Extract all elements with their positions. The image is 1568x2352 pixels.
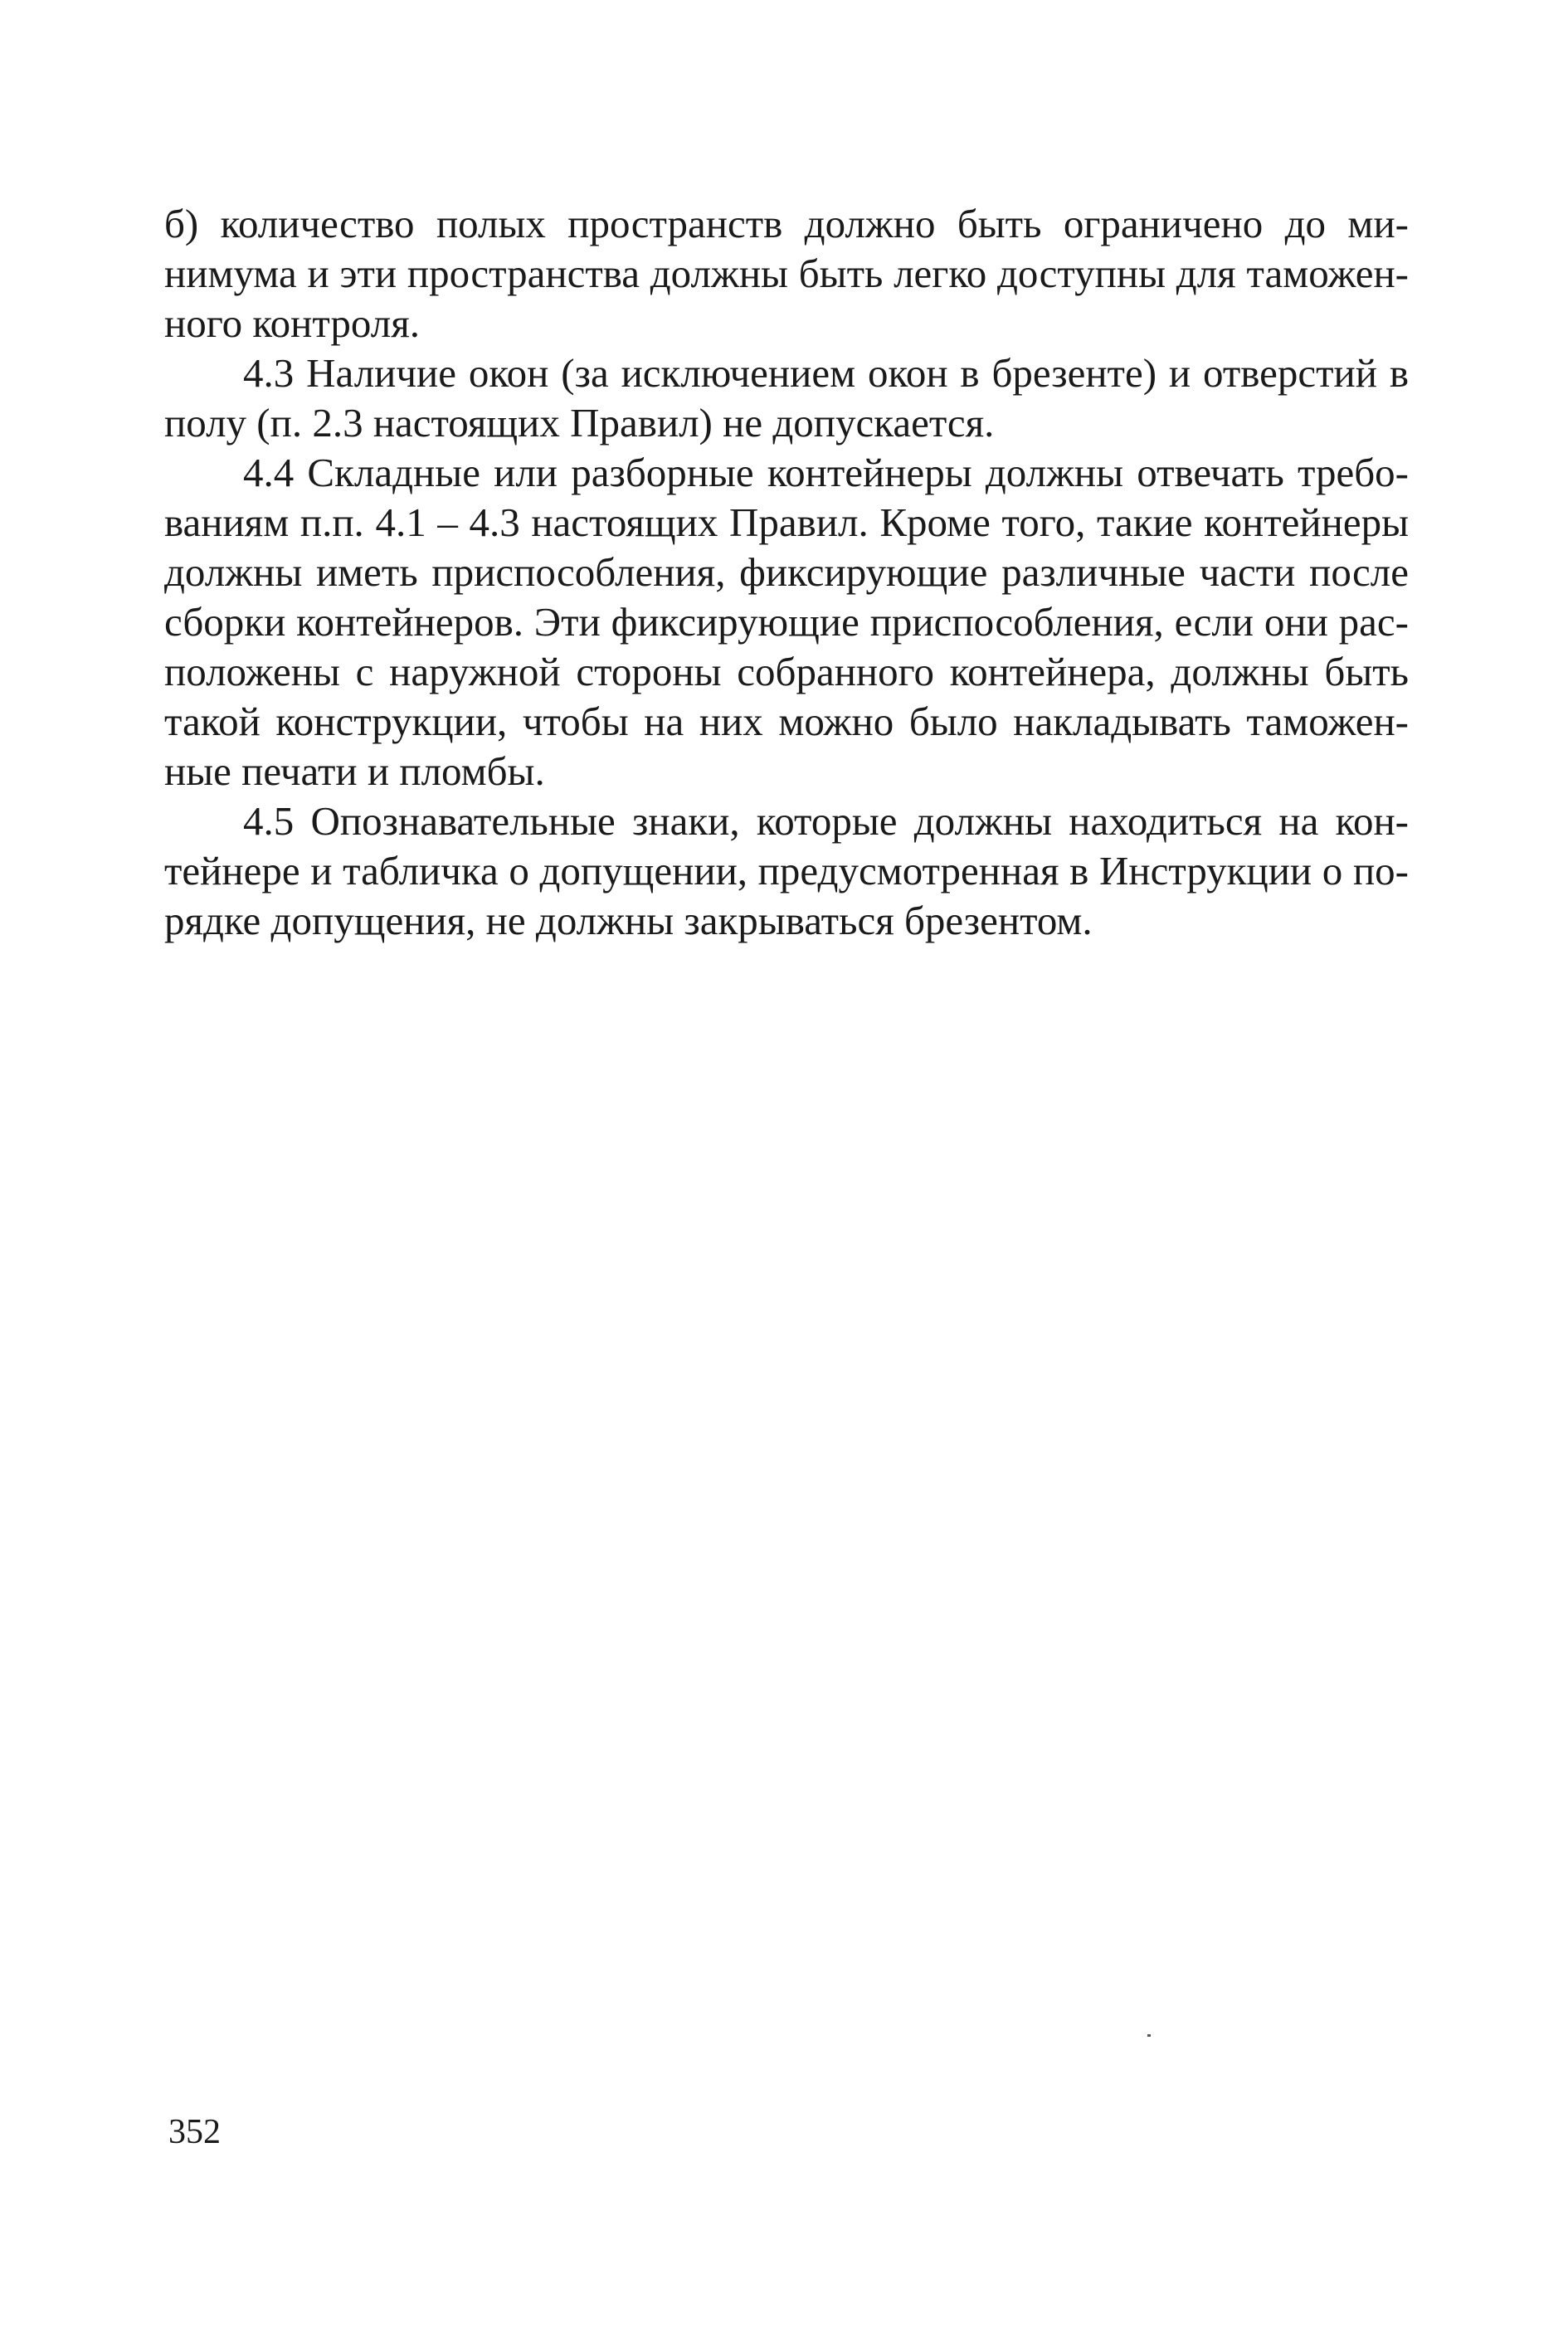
paragraph-4-5: 4.5 Опознавательные знаки, которые должны находиться на контейнере и табличка о допущении, предусмотренная в Инструкции о порядке допущения, не должны закрываться брезентом. — [164, 798, 1409, 943]
scan-speck — [1147, 2034, 1151, 2037]
paragraph-4-3: 4.3 Наличие окон (за исключением окон в брезенте) и отверстий в полу (п. 2.3 настоящих Правил) не допускается. — [164, 350, 1409, 446]
body-text — [164, 199, 1409, 946]
paragraph-4-4: 4.4 Складные или разборные контейнеры должны отвечать требованиям п.п. 4.1 – 4.3 настоящих Правил. Кроме того, такие контейнеры должны иметь приспособления, фиксирующие различные части после сборки контейнеров. Эти фиксирующие приспособления, если они расположены с наружной стороны собранного контейнера, должны быть такой конструкции, чтобы на них можно было накладывать таможенные печати и пломбы. — [164, 450, 1409, 794]
page-number: 352 — [168, 2113, 221, 2151]
paragraph-b: б) количество полых пространств должно быть ограничено до минимума и эти пространства должны быть легко доступны для таможенного контроля. — [164, 201, 1409, 346]
